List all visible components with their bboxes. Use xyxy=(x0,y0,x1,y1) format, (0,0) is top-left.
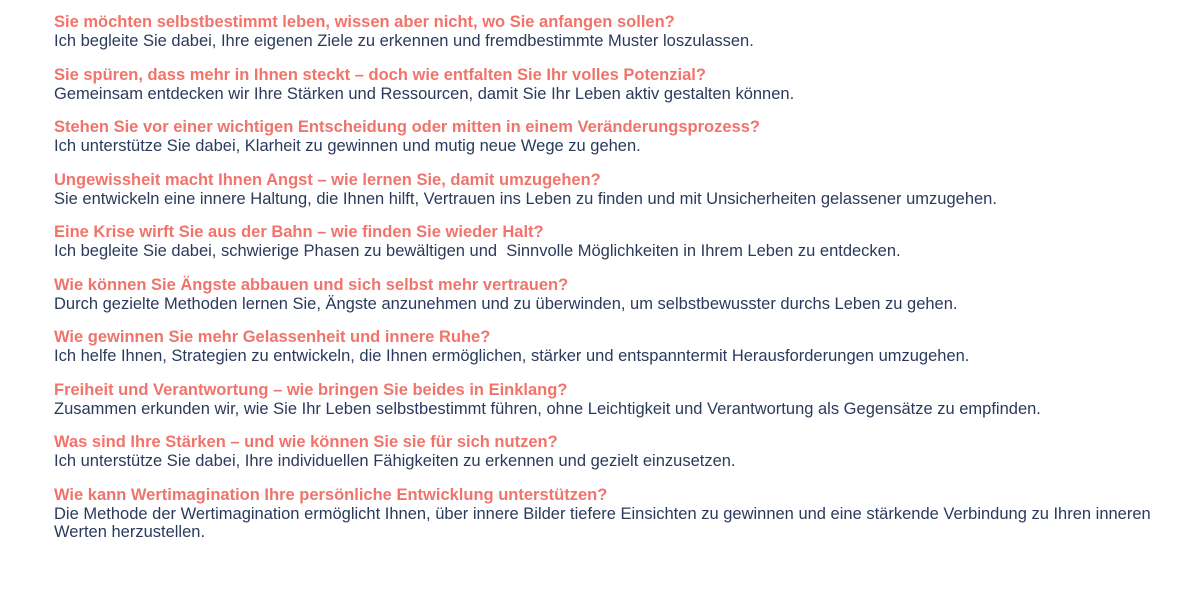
faq-answer: Ich helfe Ihnen, Strategien zu entwickeln, die Ihnen ermöglichen, stärker und entspanntermit Herausforderungen umzugehen. xyxy=(54,347,970,365)
faq-item xyxy=(54,13,1174,50)
faq-answer: Ich unterstütze Sie dabei, Ihre individuellen Fähigkeiten zu erkennen und gezielt einzusetzen. xyxy=(54,452,736,470)
faq-answer: Die Methode der Wertimagination ermöglicht Ihnen, über innere Bilder tiefere Einsichten zu gewinnen und eine stärkende Verbindung zu Ihren inneren Werten herzustellen. xyxy=(54,504,1156,541)
faq-question: Wie können Sie Ängste abbauen und sich selbst mehr vertrauen? xyxy=(54,275,569,294)
faq-item xyxy=(54,66,1174,103)
faq-question: Wie gewinnen Sie mehr Gelassenheit und innere Ruhe? xyxy=(54,328,491,346)
faq-item xyxy=(54,381,1174,418)
faq-item xyxy=(54,328,1174,365)
faq-list xyxy=(54,13,1174,556)
faq-question: Eine Krise wirft Sie aus der Bahn – wie finden Sie wieder Halt? xyxy=(54,223,544,241)
faq-item xyxy=(54,276,1174,313)
faq-question: Sie möchten selbstbestimmt leben, wissen aber nicht, wo Sie anfangen sollen? xyxy=(54,13,675,31)
faq-answer: Gemeinsam entdecken wir Ihre Stärken und Ressourcen, damit Sie Ihr Leben aktiv gestalten können. xyxy=(54,84,795,103)
faq-item xyxy=(54,171,1174,208)
faq-question: Sie spüren, dass mehr in Ihnen steckt – doch wie entfalten Sie Ihr volles Potenzial? xyxy=(54,65,706,84)
faq-question: Wie kann Wertimagination Ihre persönliche Entwicklung unterstützen? xyxy=(54,485,608,504)
faq-item xyxy=(54,118,1174,155)
faq-answer: Ich begleite Sie dabei, Ihre eigenen Ziele zu erkennen und fremdbestimmte Muster loszulassen. xyxy=(54,32,754,50)
faq-item xyxy=(54,433,1174,470)
faq-item xyxy=(54,223,1174,260)
faq-answer: Ich begleite Sie dabei, schwierige Phasen zu bewältigen und Sinnvolle Möglichkeiten in Ihrem Leben zu entdecken. xyxy=(54,242,901,260)
faq-answer: Zusammen erkunden wir, wie Sie Ihr Leben selbstbestimmt führen, ohne Leichtigkeit und Verantwortung als Gegensätze zu empfinden. xyxy=(54,399,1041,418)
faq-question: Ungewissheit macht Ihnen Angst – wie lernen Sie, damit umzugehen? xyxy=(54,170,601,189)
faq-question: Stehen Sie vor einer wichtigen Entscheidung oder mitten in einem Veränderungsprozess? xyxy=(54,118,760,136)
faq-question: Freiheit und Verantwortung – wie bringen Sie beides in Einklang? xyxy=(54,380,568,399)
faq-answer: Durch gezielte Methoden lernen Sie, Ängste anzunehmen und zu überwinden, um selbstbewusster durchs Leben zu gehen. xyxy=(54,294,958,313)
faq-answer: Sie entwickeln eine innere Haltung, die Ihnen hilft, Vertrauen ins Leben zu finden und mit Unsicherheiten gelassener umzugehen. xyxy=(54,189,997,208)
faq-item xyxy=(54,486,1174,541)
faq-answer: Ich unterstütze Sie dabei, Klarheit zu gewinnen und mutig neue Wege zu gehen. xyxy=(54,137,641,155)
faq-question: Was sind Ihre Stärken – und wie können Sie sie für sich nutzen? xyxy=(54,433,558,451)
